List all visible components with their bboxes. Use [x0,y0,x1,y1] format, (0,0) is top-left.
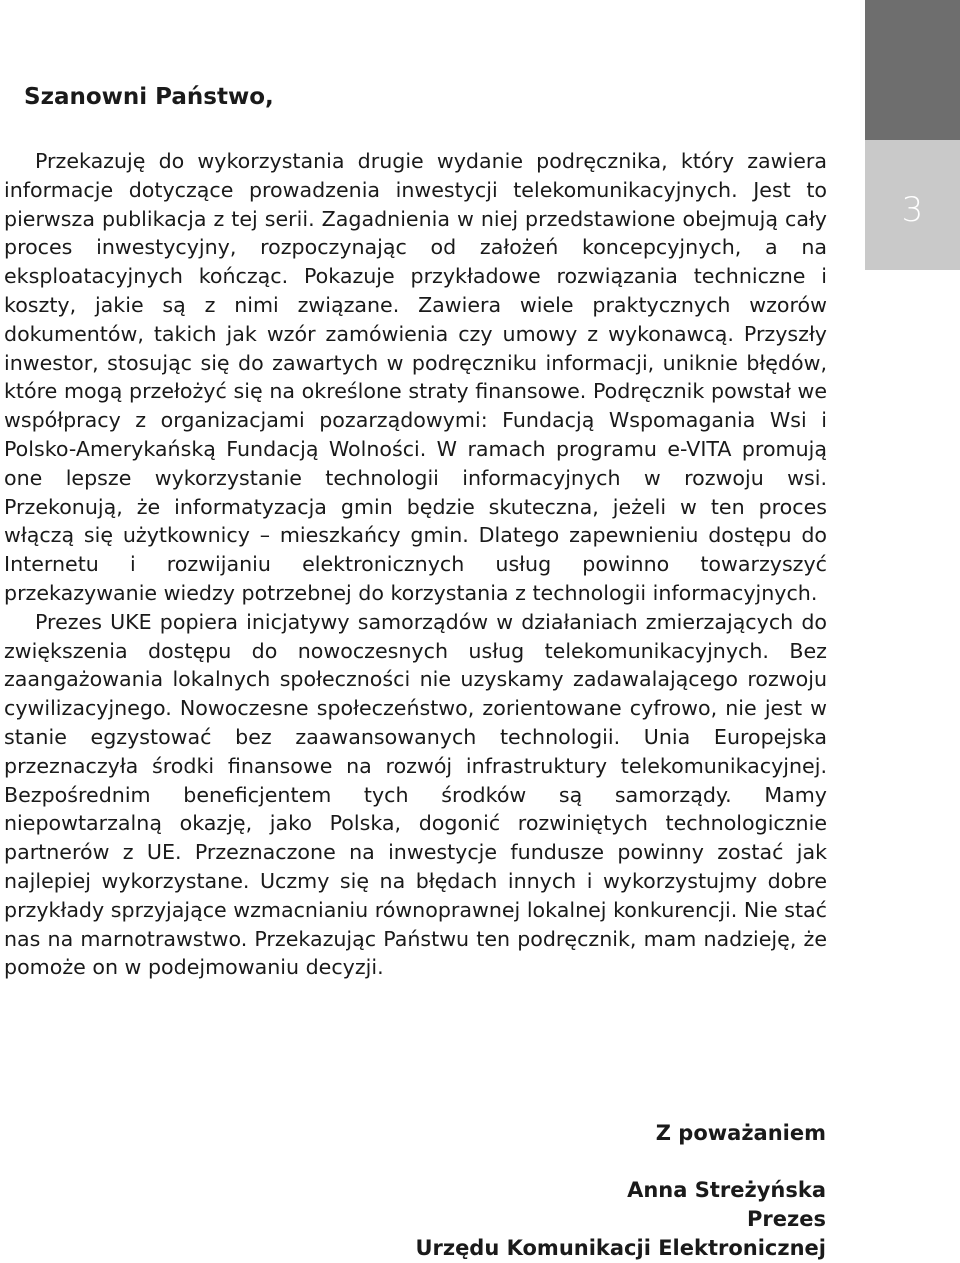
signatory-name: Anna Streżyńska [627,1178,826,1202]
signatory-title: Prezes [747,1207,826,1231]
letter-body [4,147,827,982]
page-number: 3 [901,190,924,230]
letter-salutation: Szanowni Państwo, [24,84,274,110]
letter-paragraph: Przekazuję do wykorzystania drugie wydanie podręcznika, który zawiera informacje dotyczące prowadzenia inwestycji telekomunikacyjnych. Jest to pierwsza publikacja z tej serii. Zagadnienia w niej przedstawione obejmują cały proces inwestycyjny, rozpoczynając od założeń koncepcyjnych, a na eksploatacyjnych kończąc. Pokazuje przykładowe rozwiązania techniczne i koszty, jakie są z nimi związane. Zawiera wiele praktycznych wzorów dokumentów, takich jak wzór zamówienia czy umowy z wykonawcą. Przyszły inwestor, stosując się do zawartych w podręczniku informacji, uniknie błędów, które mogą przełożyć się na określone straty finansowe. Podręcznik powstał we współpracy z organizacjami pozarządowymi: Fundacją Wspomagania Wsi i Polsko-Amerykańską Fundacją Wolności. W ramach programu e-VITA promują one lepsze wykorzystanie technologii informacyjnych w rozwoju wsi. Przekonują, że informatyzacja gmin będzie skuteczna, jeżeli w ten proces włączą się użytkownicy – mieszkańcy gmin. Dlatego zapewnieniu dostępu do Internetu i rozwijaniu elektronicznych usług powinno towarzyszyć przekazywanie wiedzy potrzebnej do korzystania z technologii informacyjnych. [4,149,827,605]
signature-block [415,1176,826,1263]
letter-paragraph: Prezes UKE popiera inicjatywy samorządów w działaniach zmierzających do zwiększenia dostępu do nowoczesnych usług telekomunikacyjnych. Bez zaangażowania lokalnych społeczności nie uzyskamy zadawalającego rozwoju cywilizacyjnego. Nowoczesne społeczeństwo, zorientowane cyfrowo, nie jest w stanie egzystować bez zaawansowanych technologii. Unia Europejska przeznaczyła środki finansowe na rozwój infrastruktury telekomunikacyjnej. Bezpośrednim beneficjentem tych środków są samorządy. Mamy niepowtarzalną okazję, jako Polska, dogonić rozwiniętych technologicznie partnerów z UE. Przeznaczone na inwestycje fundusze powinny zostać jak najlepiej wykorzystane. Uczmy się na błędach innych i wykorzystujmy dobre przykłady sprzyjające wzmacnianiu równoprawnej lokalnej konkurencji. Nie stać nas na marnotrawstwo. Przekazując Państwu ten podręcznik, mam nadzieję, że pomoże on w podejmowaniu decyzji. [4,609,827,980]
letter-closing: Z poważaniem [655,1121,826,1145]
signatory-organization: Urzędu Komunikacji Elektronicznej [415,1236,826,1260]
